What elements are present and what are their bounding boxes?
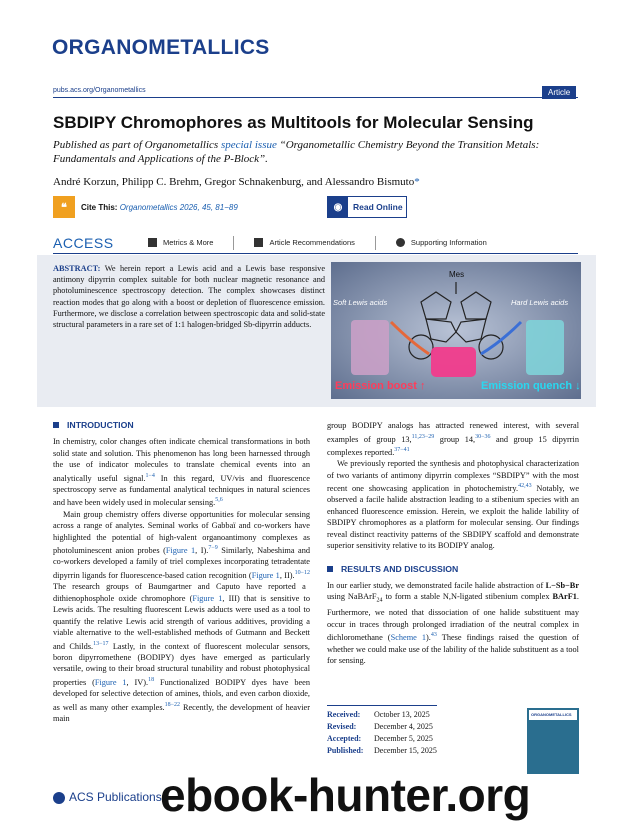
date-key: Revised:	[327, 722, 357, 731]
citation[interactable]: 18	[148, 676, 155, 683]
cite-label: Cite This:	[81, 202, 118, 212]
text: and group 15 dipyrrin complexes reported.	[327, 434, 579, 457]
text: , III) that is sensitive to Lewis acids. The resulting fluorescent Lewis adducts were used as a tool to quantify the relative Lewis acid strength of various additives, providing a viable alternative to the well-established methods of Gutmann and Beckett and Childs.	[53, 593, 311, 651]
citation[interactable]: 5,6	[215, 497, 223, 504]
emission-quench-label: Emission quench ↓	[481, 380, 581, 392]
citation[interactable]: 37−41	[394, 446, 410, 453]
supporting-label: Supporting Information	[410, 238, 487, 247]
citation[interactable]: 43	[430, 632, 437, 639]
article-title: SBDIPY Chromophores as Multitools for Molecular Sensing	[53, 113, 534, 132]
corresponding-author-star[interactable]: *	[414, 176, 420, 188]
si-icon	[396, 238, 405, 247]
header-rule	[53, 97, 578, 98]
date-row	[327, 745, 437, 757]
soft-label: Soft Lewis acids	[333, 298, 388, 307]
text: In this regard, UV/vis and fluorescence spectroscopy serve as fundamental analytical techniques in natural sciences and have been widely used in molecular sensing.	[53, 473, 310, 508]
article-type-badge: Article	[542, 86, 576, 99]
date-row	[327, 721, 437, 733]
date-key: Accepted:	[327, 734, 362, 743]
text: The research groups of Baumgartner and Caputo have reported a dithienophosphole oxide chromophore (	[53, 582, 306, 603]
divider	[233, 236, 234, 250]
divider	[375, 236, 376, 250]
intro-heading-text: INTRODUCTION	[67, 420, 134, 430]
date-key: Published:	[327, 746, 364, 755]
text: Similarly, Nabeshima and co-workers developed a family of triel complexes incorporating tetradentate dipyrrin ligands for fluorescence-based cation recognition (	[53, 545, 311, 580]
citation[interactable]: 18−22	[164, 701, 181, 708]
journal-logo[interactable]: ORGANOMETALLICS	[52, 36, 270, 59]
heading-marker	[327, 566, 333, 572]
intro-body	[53, 436, 310, 724]
text: using NaBArF	[327, 592, 377, 602]
results-heading-text: RESULTS AND DISCUSSION	[341, 563, 459, 574]
special-issue-link[interactable]: special issue	[220, 139, 277, 151]
recommendations-label: Article Recommendations	[269, 238, 355, 247]
access-label: ACCESS	[53, 234, 114, 251]
issue-title: “Organometallic Chemistry Beyond the Transition Metals: Fundamentals and Applications of the P-Block”.	[53, 139, 540, 165]
text: to form a stable N,N-ligated stibenium complex	[382, 592, 553, 602]
results-heading	[327, 564, 579, 574]
abstract-label: ABSTRACT:	[53, 264, 101, 273]
published-as-text: Published as part of Organometallics	[53, 139, 221, 151]
read-online-icon: ◉	[328, 197, 348, 217]
published-as-note	[53, 139, 578, 166]
authors-text: André Korzun, Philipp C. Brehm, Gregor Schnakenburg, and Alessandro Bismuto	[53, 176, 415, 188]
heading-marker	[53, 422, 59, 428]
text: ).	[426, 633, 431, 643]
recommendations-button[interactable]	[254, 238, 354, 247]
date-row	[327, 733, 437, 745]
citation[interactable]: 1−4	[145, 472, 155, 479]
paragraph	[327, 580, 579, 667]
date-row	[327, 709, 437, 721]
cite-this[interactable]	[53, 196, 318, 218]
text: These findings raised the question of whether we could make use of the lability of the halide substituent as a tool for sensing.	[327, 633, 580, 666]
right-column	[327, 420, 579, 667]
text: In our earlier study, we demonstrated facile halide abstraction of	[327, 580, 546, 590]
date-key: Received:	[327, 710, 361, 719]
paragraph	[327, 420, 579, 458]
subscript: 24	[376, 597, 383, 604]
text: Lastly, in the context of fluorescent molecular sensors, boron dipyrromethene (BODIPY) dyes have emerged as particularly versatile, owing to their broad structural tunability and robust photophysical properties (	[53, 641, 310, 687]
citation[interactable]: 10−12	[294, 569, 310, 576]
cite-text	[81, 203, 238, 212]
text: Notably, we observed a facile halide abstraction leading to a stibenium species with an enhanced fluorescence emission. Herein, we exploit the halide lability of SBDIPY chromophores as a platform for molecular sensing. Our findings reveal distinct reactivity patterns of the SBDIPY scaffold and demonstrate superior sensitivity relative to its BODIPY analog.	[327, 483, 579, 551]
metrics-button[interactable]	[148, 238, 213, 247]
cover-title: ORGANOMETALLICS	[531, 712, 572, 717]
figure-link[interactable]: Figure 1	[192, 593, 223, 603]
cite-ref[interactable]: Organometallics 2026, 45, 81−89	[119, 202, 238, 212]
watermark: ebook-hunter.org	[160, 769, 531, 821]
compound-label: L−Sb−Br	[545, 580, 579, 590]
intro-section	[53, 420, 310, 724]
date-value: December 15, 2025	[374, 746, 437, 755]
metrics-label: Metrics & More	[163, 238, 214, 247]
toc-graphic	[331, 262, 581, 399]
abstract	[53, 263, 325, 330]
access-bar	[53, 232, 578, 254]
read-online-button[interactable]	[327, 196, 407, 218]
journal-url[interactable]: pubs.acs.org/Organometallics	[53, 87, 146, 94]
text: Functionalized BODIPY dyes have been developed for selective detection of amines, thiols, and even carbon dioxide, as well as many other examples.	[53, 677, 310, 712]
citation[interactable]: 7−9	[208, 545, 218, 552]
text: Main group chemistry offers diverse opportunities for molecular sensing across a range of analytes. Seminal works of Gabbaï and co-workers have highlighted the potential of high-valent organoantimony complexes as photoluminescent anion probes (	[53, 509, 310, 555]
author-list	[53, 176, 420, 188]
citation[interactable]: 13−17	[93, 640, 109, 647]
text: In chemistry, color changes often indicate chemical transformations in both solid state and solution. This phenomenon has long been harnessed through the use of indicator molecules to translate chemical events into an analytically useful signal.	[53, 437, 310, 483]
text: We previously reported the synthesis and photophysical characterization of two variants of antimony dipyrrin complexes “SBDIPY” with the most recent one showcasing application in photochemistry.	[327, 459, 579, 493]
paragraph	[53, 509, 310, 725]
article-icon	[254, 238, 263, 247]
figure-link[interactable]: Figure 1	[165, 545, 196, 555]
mes-label: Mes	[449, 270, 465, 279]
figure-link[interactable]: Figure 1	[251, 570, 280, 580]
text: group 14,	[434, 434, 476, 444]
text: , IV).	[126, 677, 149, 687]
cite-icon: ❝	[53, 196, 75, 218]
date-value: December 5, 2025	[374, 734, 433, 743]
publisher-name[interactable]: ACS Publications	[69, 790, 162, 804]
paragraph	[327, 458, 579, 552]
right-body	[327, 420, 579, 552]
scheme-link[interactable]: Scheme 1	[390, 633, 427, 643]
supporting-info-button[interactable]	[396, 238, 487, 247]
acs-logo-icon	[53, 792, 65, 804]
text: Recently, the development of heavier main	[53, 702, 310, 723]
text: . Furthermore, we noted that dissociation of one halide substituent may occur in traces through prolonged irradiation of the neutral complex in dichloromethane (	[327, 592, 579, 643]
citation[interactable]: 42,43	[518, 483, 532, 490]
hard-label: Hard Lewis acids	[511, 298, 569, 307]
compound-label: BArF1	[552, 592, 577, 602]
results-body	[327, 580, 579, 667]
text: group BODIPY analogs has attracted renewed interest, with several examples of group 13,	[327, 421, 579, 444]
citation[interactable]: 11,23−29	[411, 433, 435, 440]
abstract-text: We herein report a Lewis acid and a Lewis base responsive antimony dipyrrin complex suitable for both nuclear magnetic resonance and photoluminescence spectroscopy detection. The complex showcases distinct reaction modes that go along with a boost or depletion of fluorescence emission. Furthermore, we disclose a correlation between spectroscopic data and solid-state structural parameters in a rare set of 1:1 halogen-bridged Sb-dipyrrin adducts.	[53, 264, 325, 330]
intro-heading	[53, 420, 310, 430]
text: , I).	[195, 545, 209, 555]
journal-cover-thumbnail[interactable]	[527, 708, 579, 774]
toc-illustration	[331, 262, 581, 399]
date-value: October 13, 2025	[374, 710, 430, 719]
read-online-label: Read Online	[353, 202, 403, 212]
paragraph	[53, 436, 310, 509]
figure-link[interactable]: Figure 1	[94, 677, 127, 687]
bar-chart-icon	[148, 238, 157, 247]
date-value: December 4, 2025	[374, 722, 433, 731]
text: , II).	[279, 570, 295, 580]
emission-boost-label: Emission boost ↑	[335, 380, 426, 392]
article-dates	[327, 705, 437, 757]
citation[interactable]: 30−36	[475, 433, 491, 440]
cover-masthead	[529, 710, 577, 720]
